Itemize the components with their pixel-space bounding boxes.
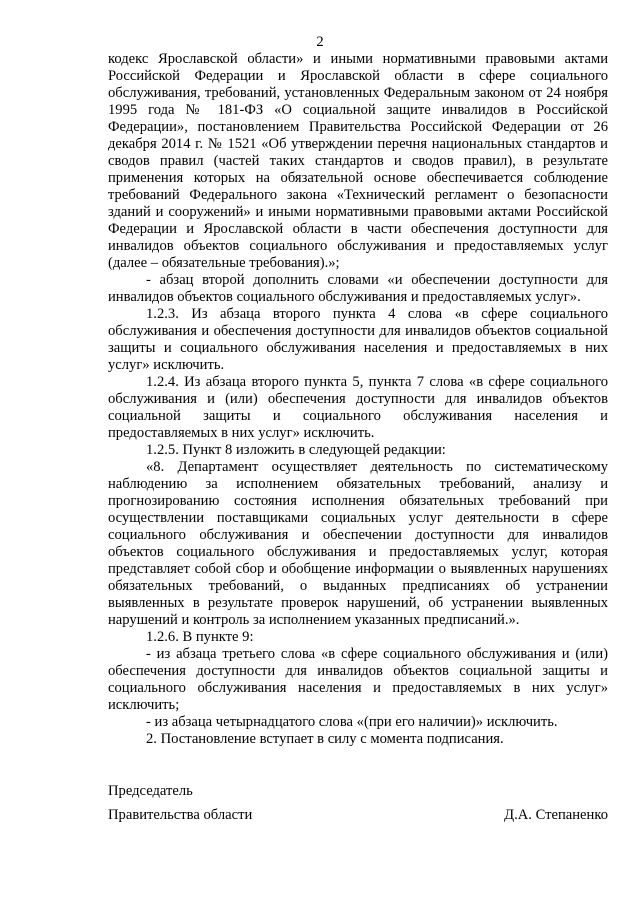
document-body xyxy=(108,51,608,748)
paragraph-2: - абзац второй дополнить словами «и обеспечении доступности для инвалидов объектов социального обслуживания и предоставляемых услуг». xyxy=(108,272,608,305)
signature-block xyxy=(108,783,608,831)
paragraph-10: 2. Постановление вступает в силу с момента подписания. xyxy=(146,731,504,747)
signature-title-row-2 xyxy=(108,807,608,824)
paragraph-3: 1.2.3. Из абзаца второго пункта 4 слова «в сфере социального обслуживания и обеспечения доступности для инвалидов объектов социальной защиты и социального обслуживания населения и предоставляемых в них услуг» исключить. xyxy=(108,306,608,373)
signature-title-line-1: Председатель xyxy=(108,783,193,799)
paragraph-7: 1.2.6. В пункте 9: xyxy=(146,629,254,645)
signature-name: Д.А. Степаненко xyxy=(504,807,608,823)
signature-title-line-2: Правительства области xyxy=(108,807,253,823)
paragraph-4: 1.2.4. Из абзаца второго пункта 5, пункта 7 слова «в сфере социального обслуживания и (или) обеспечения доступности для инвалидов объектов социальной защиты и социального обслуживания населения и предоставляемых в них услуг» исключить. xyxy=(108,374,608,441)
paragraph-1: кодекс Ярославской области» и иными нормативными правовыми актами Российской Федерации и Ярославской области в сфере социального обслуживания, требований, установленных Федеральным законом от 24 ноября 1995 года № 181-ФЗ «О социальной защите инвалидов в Российской Федерации», постановлением Правительства Российской Федерации от 26 декабря 2014 г. № 1521 «Об утверждении перечня национальных стандартов и сводов правил (частей таких стандартов и сводов правил), в результате применения которых на обязательной основе обеспечивается соблюдение требований Федерального закона «Технический регламент о безопасности зданий и сооружений» и иными нормативными правовыми актами Российской Федерации и Ярославской области в части обеспечения доступности для инвалидов объектов социального обслуживания и предоставляемых услуг (далее – обязательные требования).»; xyxy=(108,51,608,271)
page-number: 2 xyxy=(316,34,324,50)
paragraph-9: - из абзаца четырнадцатого слова «(при его наличии)» исключить. xyxy=(146,714,558,730)
signature-title-row-1 xyxy=(108,783,608,800)
paragraph-8: - из абзаца третьего слова «в сфере социального обслуживания и (или) обеспечения доступности для инвалидов объектов социальной защиты и социального обслуживания населения и предоставляемых в них услуг» исключить; xyxy=(108,646,608,713)
paragraph-6: «8. Департамент осуществляет деятельность по систематическому наблюдению за исполнением обязательных требований, анализу и прогнозированию состояния исполнения обязательных требований при осуществлении поставщиками социальных услуг деятельности в сфере социального обслуживания и обеспечении доступности для инвалидов объектов социального обслуживания и предоставляемых услуг, которая представляет собой сбор и обобщение информации о выявленных нарушениях обязательных требований, о выданных предписаниях об устранении выявленных в результате проверок нарушений, об устранении выявленных нарушений и контроль за исполнением указанных предписаний.». xyxy=(108,459,608,628)
paragraph-5: 1.2.5. Пункт 8 изложить в следующей редакции: xyxy=(146,442,446,458)
